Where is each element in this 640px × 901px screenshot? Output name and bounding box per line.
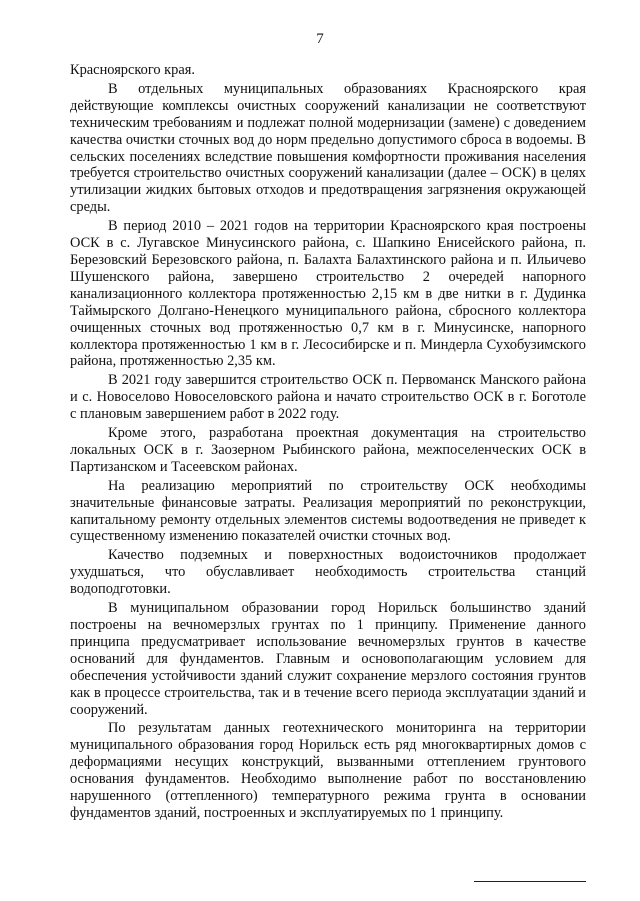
paragraph-project-documentation: Кроме этого, разработана проектная документация на строительство локальных ОСК в г. Заозерном Рыбинского района, межпоселенческих ОСК в Партизанском и Тасеевском районах. bbox=[70, 425, 586, 475]
footer-divider bbox=[474, 881, 586, 882]
paragraph-geotechnical-monitoring: По результатам данных геотехнического мониторинга на территории муниципального образования город Норильск есть ряд многоквартирных домов с деформациями несущих конструкций, вызванными оттеплением грунтового основания фундаментов. Необходимо выполнение работ по восстановлению нарушенного (оттепленного) температурного режима грунта в основании фундаментов зданий, построенных и эксплуатируемых по 1 принципу. bbox=[70, 720, 586, 821]
paragraph-construction-2021: В 2021 году завершится строительство ОСК п. Первоманск Манского района и с. Новоселово Новоселовского района и начато строительство ОСК в г. Боготоле с плановым завершением работ в 2022 году. bbox=[70, 372, 586, 423]
paragraph-treatment-facilities: В отдельных муниципальных образованиях Красноярского края действующие комплексы очистных сооружений канализации не соответствуют техническим требованиям и подлежат полной модернизации (замене) с доведением качества очистки сточных вод до норм предельно допустимого сброса в водоемы. В сельских поселениях вследствие повышения комфортности проживания населения требуется строительство очистных сооружений канализации (далее – ОСК) в целях утилизации жидких бытовых отходов и предотвращения загрязнения окружающей среды. bbox=[70, 80, 586, 216]
paragraph-continuation: Красноярского края. bbox=[70, 62, 195, 78]
page-number: 7 bbox=[316, 31, 324, 47]
paragraph-norilsk-permafrost: В муниципальном образовании город Норильск большинство зданий построены на вечномерзлых грунтах по 1 принципу. Применение данного принципа предусматривает использование вечномерзлых грунтов в качестве оснований для фундаментов. Главным и основополагающим условием для обеспечения устойчивости зданий служит сохранение мерзлого состояния грунтов как в процессе строительства, так и в течение всего периода эксплуатации зданий и сооружений. bbox=[70, 600, 586, 718]
paragraph-construction-2010-2021: В период 2010 – 2021 годов на территории Красноярского края построены ОСК в с. Лугавское Минусинского района, с. Шапкино Енисейского района, п. Березовский Березовского района, п. Балахта Балахтинского района и п. Ильичево Шушенского района, завершено строительство 2 очередей напорного канализационного коллектора протяженностью 2,15 км в две нитки в г. Дудинка Таймырского Долгано-Ненецкого муниципального района, сбросного коллектора очищенных сточных вод протяженностью 0,7 км в г. Минусинске, напорного коллектора протяженностью 1 км в г. Лесосибирске и п. Миндерла Сухобузимского района, протяженностью 2,35 км. bbox=[70, 218, 586, 370]
document-body bbox=[70, 62, 586, 822]
paragraph-financial-costs: На реализацию мероприятий по строительству ОСК необходимы значительные финансовые затраты. Реализация мероприятий по реконструкции, капитальному ремонту отдельных элементов системы водоотведения не приведет к существенному изменению показателей очистки сточных вод. bbox=[70, 477, 586, 545]
paragraph-water-quality: Качество подземных и поверхностных водоисточников продолжает ухудшаться, что обуславливает необходимость строительства станций водоподготовки. bbox=[70, 547, 586, 598]
